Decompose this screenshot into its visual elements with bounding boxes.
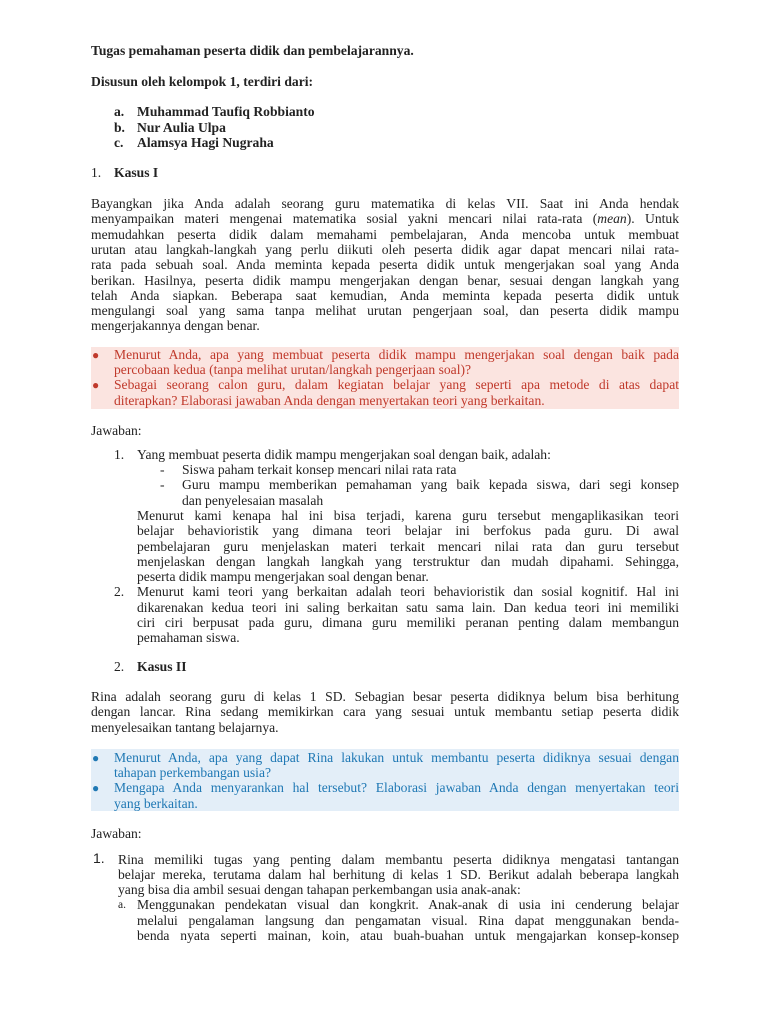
para-line: Rina adalah seorang guru di kelas 1 SD. Sebagian besar peserta didiknya belum bisa berhitung [91, 689, 679, 704]
case-number: 1. [91, 165, 102, 180]
answer-label: Jawaban: [91, 826, 142, 841]
question-line: percobaan kedua (tanpa melihat urutan/langkah pengerjaan soal)? [114, 362, 472, 377]
sub-marker: a. [118, 899, 126, 911]
para-line: menyelesaikan tantang belajarnya. [91, 720, 279, 735]
para-line: memudahkan peserta didik dalam memahami pembelajaran, Anda mencoba untuk membuat [91, 227, 679, 242]
member-marker: a. [114, 104, 125, 119]
answer-point: Siswa paham terkait konsep mencari nilai rata rata [182, 462, 457, 477]
answer-number: 1. [93, 850, 105, 866]
member-name: Alamsya Hagi Nugraha [137, 135, 274, 150]
para-line: pemahaman siswa. [137, 630, 240, 645]
answer-point-line: Guru mampu memberikan pemahaman yang baik kepada siswa, dari segi konsep [182, 477, 679, 492]
para-line: Bayangkan jika Anda adalah seorang guru matematika di kelas VII. Saat ini Anda hendak [91, 196, 679, 211]
para-line: melalui pengalaman langsung dan pengamatan visual. Rina dapat menggunakan benda- [137, 913, 679, 928]
answer-point-line: dan penyelesaian masalah [182, 493, 324, 508]
group-heading: Disusun oleh kelompok 1, terdiri dari: [91, 74, 314, 89]
bullet-icon: ● [92, 781, 100, 795]
para-line: mengerjakannya dengan benar. [91, 318, 260, 333]
member-name: Nur Aulia Ulpa [137, 120, 226, 135]
question-line: Sebagai seorang calon guru, dalam kegiatan belajar yang seperti apa metode di atas dapat [114, 377, 679, 392]
question-line: Menurut Anda, apa yang membuat peserta didik mampu mengerjakan soal dengan baik pada [114, 347, 679, 362]
bullet-icon: ● [92, 378, 100, 392]
para-line: telah Anda siapkan. Beberapa saat kemudian, Anda meminta kepada peserta didik untuk [91, 288, 679, 303]
case-number: 2. [114, 659, 125, 674]
question-line: yang berkaitan. [114, 796, 198, 811]
dash-marker: - [160, 477, 165, 492]
para-line: Menurut kami teori yang berkaitan adalah teori behavioristik dan sosial kognitif. Hal ini [137, 584, 679, 599]
question-line: diterapkan? Elaborasi jawaban Anda dengan menyertakan teori yang berkaitan. [114, 393, 545, 408]
para-line: menjelaskan dengan langkah langkah yang terstruktur dan mudah dipahami. Sehingga, [137, 554, 679, 569]
bullet-icon: ● [92, 348, 100, 362]
para-line: Menurut kami kenapa hal ini bisa terjadi, karena guru tersebut mengaplikasikan teori [137, 508, 679, 523]
para-line: ciri ciri berpusat pada guru, dimana guru memiliki peranan penting dalam membangun [137, 615, 679, 630]
answer-number: 1. [114, 447, 125, 462]
para-line: menyampaikan materi mengenai matematika sosial yakni mencari nilai rata-rata (mean). Untuk [91, 211, 680, 226]
para-line: mengulangi soal yang sama tanpa melihat urutan pengerjaan soal, dan peserta didik mampu [91, 303, 679, 318]
para-line: belajar behavioristik yang dimana teori belajar ini berfokus pada guru. Di awal [137, 523, 679, 538]
para-line: Rina memiliki tugas yang penting dalam membantu peserta didiknya mengatasi tantangan [118, 852, 679, 867]
answer-number: 2. [114, 584, 125, 599]
member-name: Muhammad Taufiq Robbianto [137, 104, 315, 119]
para-line: peserta didik mampu mengerjakan soal dengan benar. [137, 569, 429, 584]
para-line: dikarenakan kedua teori ini saling berkaitan satu sama lain. Dan kedua teori ini memiliki [137, 600, 679, 615]
dash-marker: - [160, 462, 165, 477]
para-line: belajar mereka, terutama dalam hal berhitung di kelas 1 SD. Berikut adalah beberapa langkah [118, 867, 679, 882]
question-line: Mengapa Anda menyarankan hal tersebut? Elaborasi jawaban Anda dengan menyertakan teori [114, 780, 679, 795]
case-title: Kasus II [137, 659, 187, 674]
para-line: Menggunakan pendekatan visual dan kongkrit. Anak-anak di usia ini cenderung belajar [137, 897, 679, 912]
answer-intro: Yang membuat peserta didik mampu mengerjakan soal dengan baik, adalah: [137, 447, 551, 462]
question-line: Menurut Anda, apa yang dapat Rina lakukan untuk membantu peserta didiknya sesuai dengan [114, 750, 679, 765]
para-line: berikan. Hasilnya, peserta didik mampu mengerjakan dengan benar, sesuai dengan langkah yang [91, 273, 679, 288]
para-line: yang bisa dia ambil sesuai dengan tahapan perkembangan usia anak-anak: [118, 882, 521, 897]
para-line: rata pada sebuah soal. Anda meminta kepada peserta didik untuk mengerjakan soal yang Anda [91, 257, 679, 272]
member-marker: b. [114, 120, 125, 135]
document-title: Tugas pemahaman peserta didik dan pembelajarannya. [91, 43, 414, 58]
bullet-icon: ● [92, 751, 100, 765]
case-title: Kasus I [114, 165, 159, 180]
para-line: urutan atau langkah-langkah yang perlu diikuti oleh peserta didik agar dapat mencari nilai rata- [91, 242, 679, 257]
para-line: dengan lancar. Rina sedang memikirkan cara yang sesuai untuk membantu setiap peserta didik [91, 704, 679, 719]
para-line: benda nyata seperti mainan, koin, atau buah-buahan untuk mengajarkan konsep-konsep [137, 928, 679, 943]
para-line: pembelajaran guru menjelaskan materi terkait mencari nilai rata dan guru tersebut [137, 539, 679, 554]
question-line: tahapan perkembangan usia? [114, 765, 272, 780]
member-marker: c. [114, 135, 124, 150]
answer-label: Jawaban: [91, 423, 142, 438]
